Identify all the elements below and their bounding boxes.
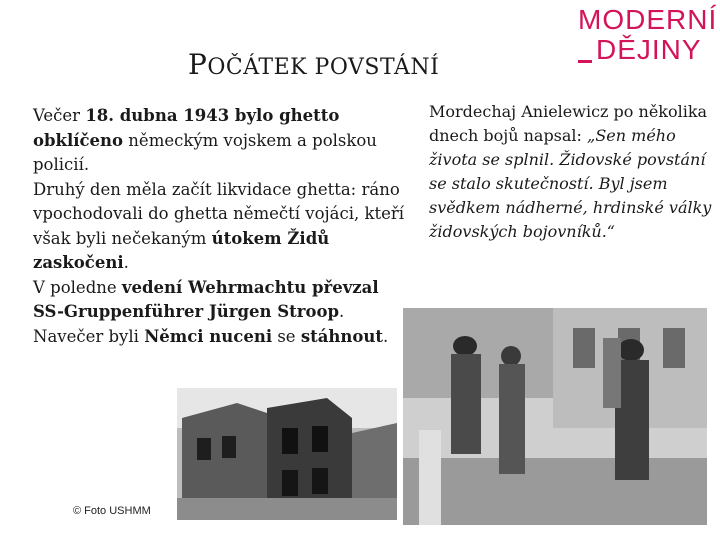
p4-text-b: se: [272, 326, 301, 346]
p4-bold-b: stáhnout: [300, 326, 384, 346]
right-quote-block: [429, 100, 714, 244]
p2-text-a: Druhý den měla začít likvidace ghetta: ráno vpochodovali do ghetta němečtí vojáci, kteří však byli nečekaným: [33, 179, 405, 248]
p1-text-a: Večer: [33, 106, 86, 125]
logo-underscore: [578, 60, 592, 63]
paragraph-3: [33, 276, 405, 325]
photo-soldiers: [403, 308, 707, 525]
paragraph-4: [33, 325, 405, 350]
p2-text-b: .: [123, 253, 129, 272]
p3-text-b: .: [339, 302, 345, 321]
p2-bold: útokem Židů zaskočeni: [33, 228, 330, 272]
paragraph-1: [33, 104, 405, 178]
logo-line2: DĚJINY: [596, 34, 702, 65]
p3-bold: vedení Wehrmachtu převzal SS-Gruppenführer Jürgen Stroop: [33, 277, 379, 321]
p4-text-a: Navečer byli: [33, 326, 145, 346]
paragraph-2: [33, 178, 405, 276]
quote-intro: Mordechaj Anielewicz po několika dnech bojů napsal:: [429, 102, 708, 145]
p3-text-a: V poledne: [33, 277, 122, 297]
photo-burning-building: [177, 388, 397, 520]
title-rest: OČÁTEK POVSTÁNÍ: [207, 55, 440, 80]
p4-bold-a: Němci nuceni: [144, 326, 273, 346]
p4-text-c: .: [383, 326, 389, 346]
logo-moderni-dejiny: [578, 4, 718, 66]
title-first-letter: P: [188, 48, 208, 81]
p1-bold: 18. dubna 1943 bylo ghetto obklíčeno: [33, 106, 340, 150]
quote-text: „Sen mého života se splnil. Židovské povstání se stalo skutečností. Byl jsem svědkem nádherné, hrdinské války židovských bojovníků.“: [429, 126, 712, 241]
p1-text-b: německým vojskem a polskou policií.: [33, 130, 377, 174]
photo-credit: © Foto USHMM: [73, 505, 151, 517]
logo-line1: MODERNÍ: [578, 4, 718, 35]
left-text-block: [33, 104, 405, 349]
slide-title: [188, 48, 439, 81]
